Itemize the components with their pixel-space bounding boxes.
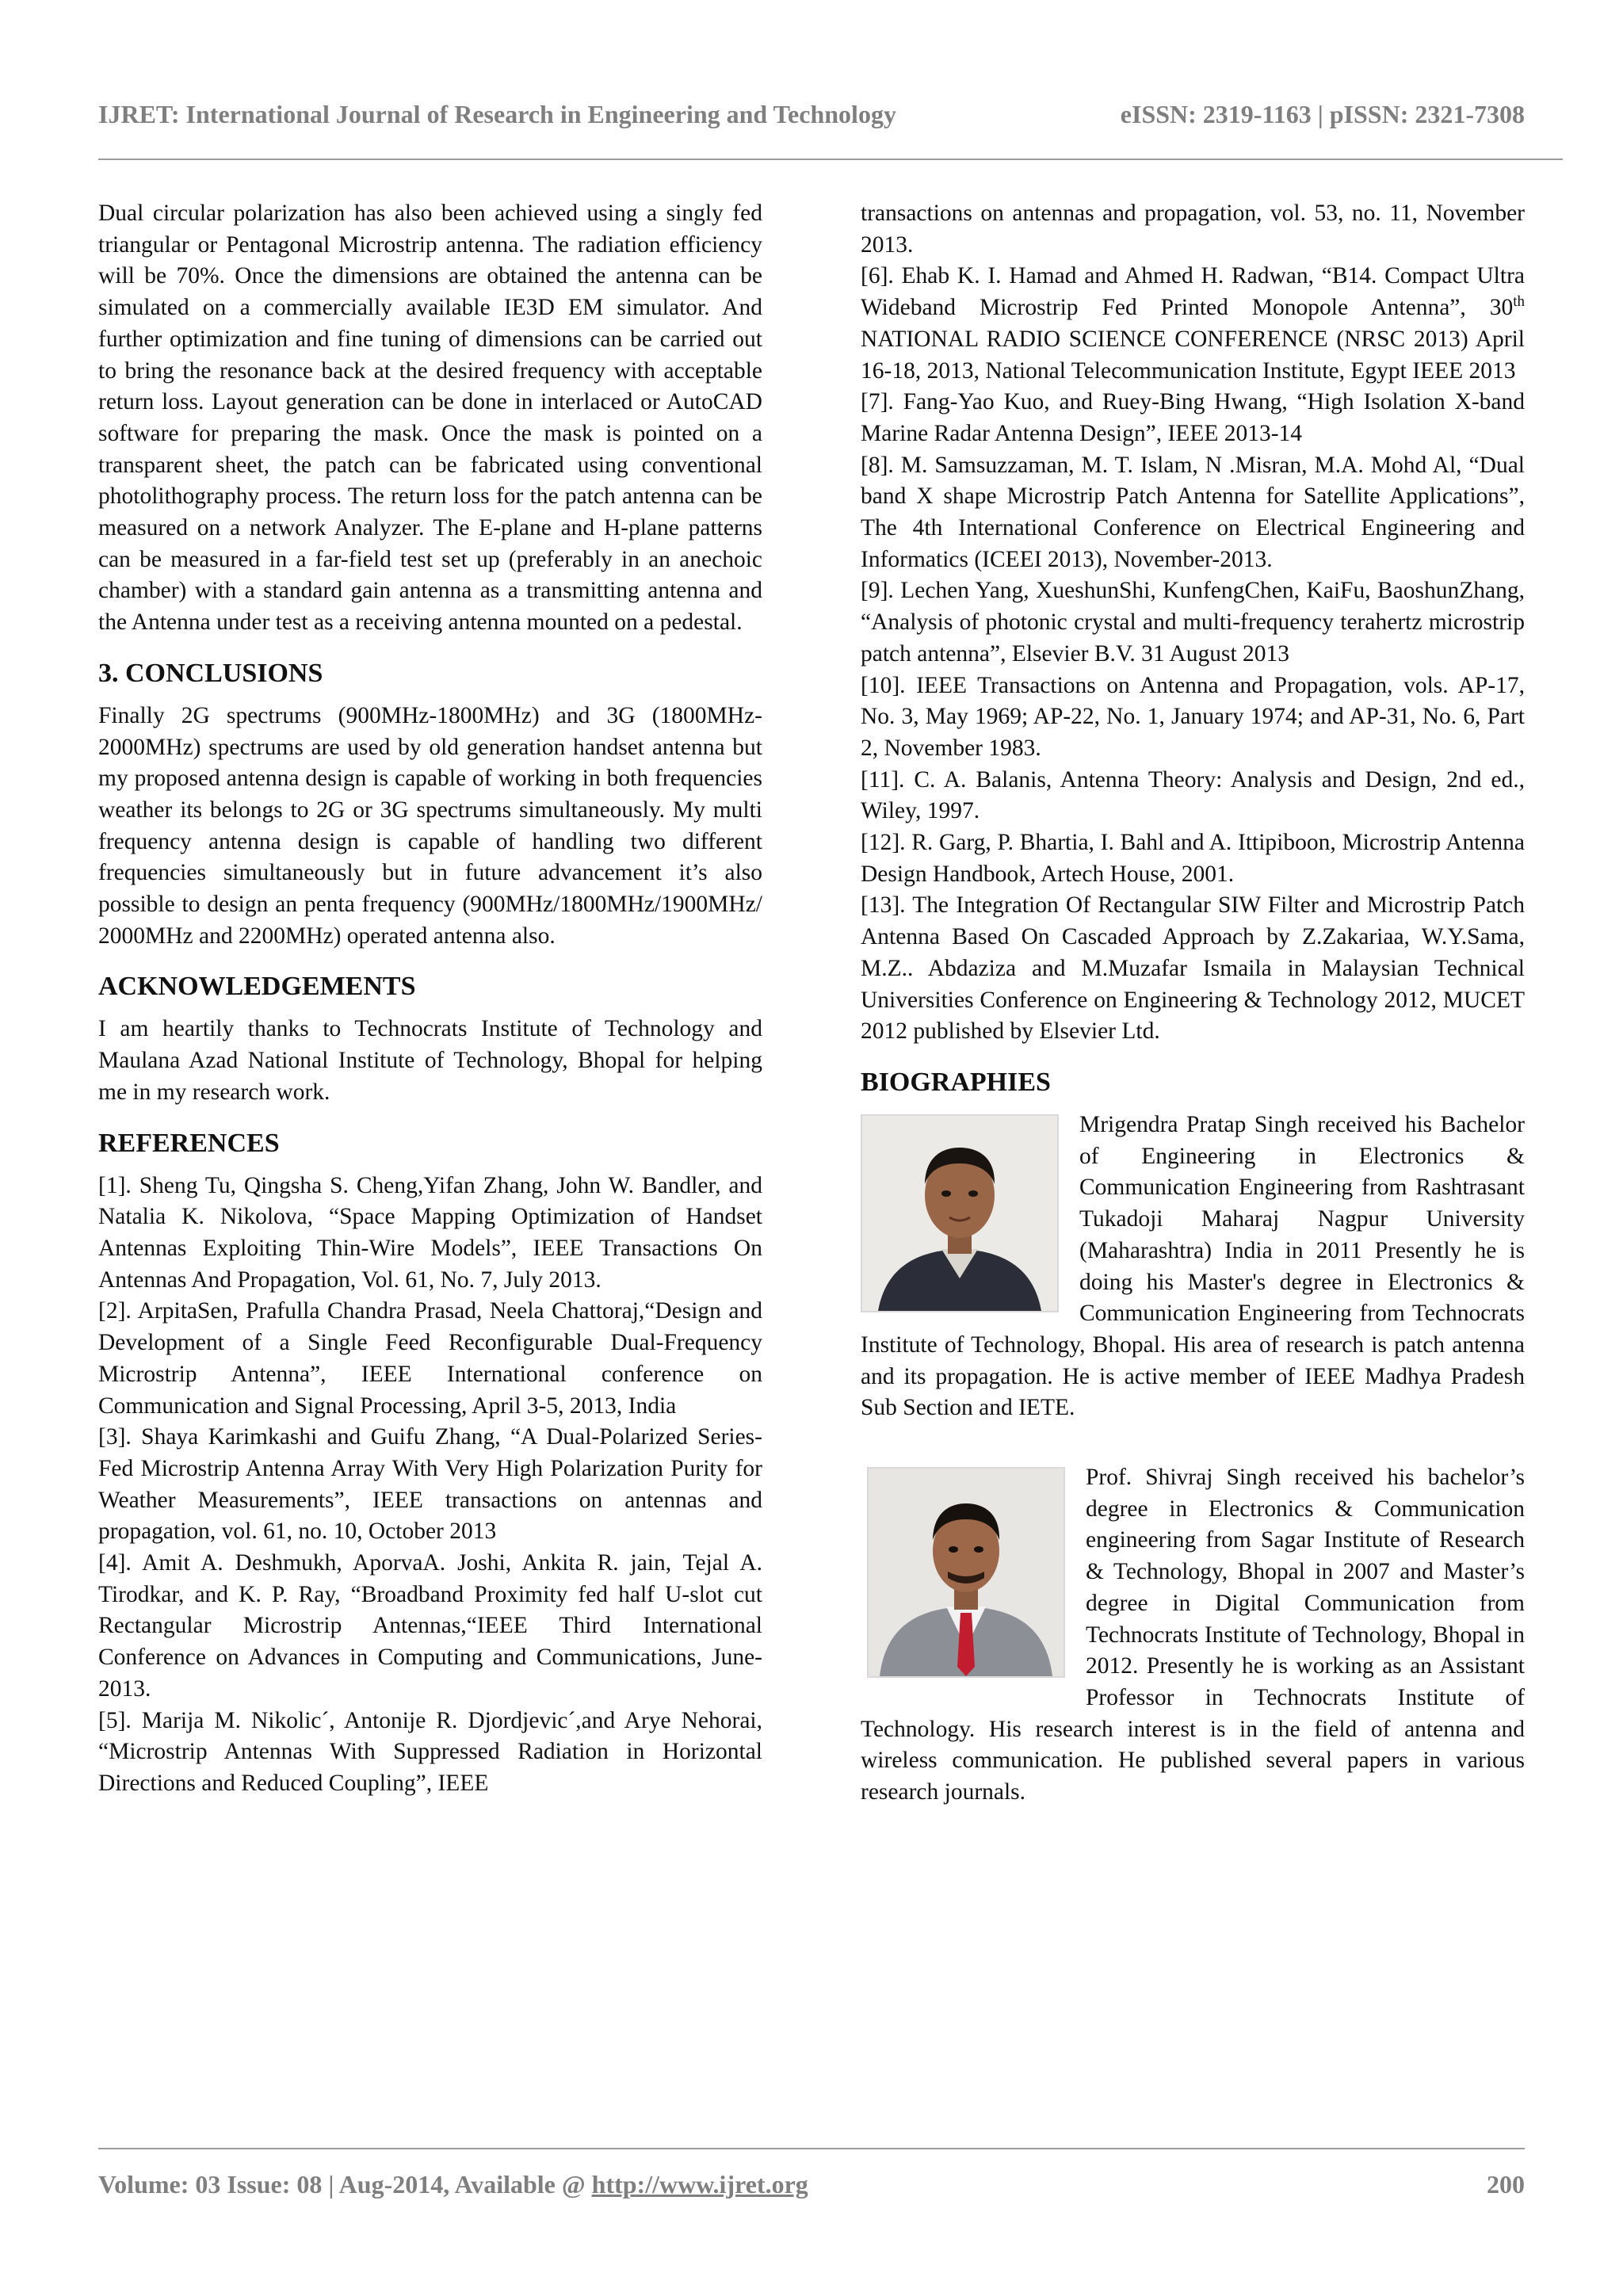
reference-item: [8]. M. Samsuzzaman, M. T. Islam, N .Misran, M.A. Mohd Al, “Dual band X shape Microstrip Patch Antenna for Satellite Applications”, The 4th International Conference on Electrical Engineering and Informatics (ICEEI 2013), November-2013. (861, 452, 1525, 572)
biographies-heading: BIOGRAPHIES (861, 1067, 1051, 1097)
reference-item: [12]. R. Garg, P. Bhartia, I. Bahl and A. Ittipiboon, Microstrip Antenna Design Handbook, Artech House, 2001. (861, 830, 1525, 887)
issn-label: eISSN: 2319-1163 | pISSN: 2321-7308 (1120, 100, 1525, 128)
acknowledgements-paragraph: I am heartily thanks to Technocrats Institute of Technology and Maulana Azad National Institute of Technology, Bhopal for helping me in my research work. (98, 1016, 762, 1105)
left-column (98, 198, 762, 1800)
reference-item: [13]. The Integration Of Rectangular SIW Filter and Microstrip Patch Antenna Based On Cascaded Approach by Z.Zakariaa, W.Y.Sama, M.Z.. Abdaziza and M.Muzafar Ismaila in Malaysian Technical Universities Conference on Engineering & Technology 2012, MUCET 2012 published by Elsevier Ltd. (861, 892, 1525, 1045)
reference-item: [9]. Lechen Yang, XueshunShi, KunfengChen, KaiFu, BaoshunZhang, “Analysis of photonic crystal and multi-frequency terahertz microstrip patch antenna”, Elsevier B.V. 31 August 2013 (861, 578, 1525, 667)
reference-item: [4]. Amit A. Deshmukh, AporvaA. Joshi, Ankita R. jain, Tejal A. Tirodkar, and K. P. Ray, “Broadband Proximity fed half U-slot cut Rectangular Microstrip Antennas,“IEEE Third International Conference on Advances in Computing and Communications, June-2013. (98, 1550, 762, 1702)
references-heading: REFERENCES (98, 1128, 280, 1158)
volume-info (98, 2170, 808, 2199)
header-rule (98, 159, 1563, 160)
reference-item (861, 261, 1525, 387)
ref6-text-rest: NATIONAL RADIO SCIENCE CONFERENCE (NRSC 2013) April 16-18, 2013, National Telecommunication Institute, Egypt IEEE 2013 (861, 326, 1525, 384)
acknowledgements-heading: ACKNOWLEDGEMENTS (98, 972, 416, 1002)
journal-title: IJRET: International Journal of Research in Engineering and Technology (98, 100, 896, 128)
author-photo-2 (867, 1467, 1065, 1678)
page-number: 200 (1487, 2170, 1525, 2199)
reference-item: [7]. Fang-Yao Kuo, and Ruey-Bing Hwang, “High Isolation X-band Marine Radar Antenna Design”, IEEE 2013-14 (861, 389, 1525, 446)
conclusions-paragraph: Finally 2G spectrums (900MHz-1800MHz) and 3G (1800MHz-2000MHz) spectrums are used by old generation handset antenna but my proposed antenna design is capable of working in both frequencies weather its belongs to 2G or 3G spectrums simultaneously. My multi frequency antenna design is capable of handling two different frequencies simultaneously but in future advancement it’s also possible to design an penta frequency (900MHz/1800MHz/1900MHz/ 2000MHz and 2200MHz) operated antenna also. (98, 702, 762, 949)
reference-item: [5]. Marija M. Nikolic´, Antonije R. Djordjevic´,and Arye Nehorai, “Microstrip Antennas With Suppressed Radiation in Horizontal Directions and Reduced Coupling”, IEEE (98, 1707, 762, 1796)
ref6-text: [6]. Ehab K. I. Hamad and Ahmed H. Radwan, “B14. Compact Ultra Wideband Microstrip Fed Printed Monopole Antenna”, 30 (861, 263, 1525, 321)
biography-1 (861, 1110, 1525, 1424)
reference-item: [2]. ArpitaSen, Prafulla Chandra Prasad, Neela Chattoraj,“Design and Development of a Single Feed Reconfigurable Dual-Frequency Microstrip Antenna”, IEEE International conference on Communication and Signal Processing, April 3-5, 2013, India (98, 1298, 762, 1419)
biography-2-text: Prof. Shivraj Singh received his bachelor’s degree in Electronics & Communication engineering from Sagar Institute of Research & Technology, Bhopal in 2007 and Master’s degree in Digital Communication from Technocrats Institute of Technology, Bhopal in 2012. Presently he is working as an Assistant Professor in Technocrats Institute of Technology. His research interest is in the field of antenna and wireless communication. He published several papers in various research journals. (861, 1465, 1525, 1805)
author-photo-1 (861, 1114, 1059, 1312)
reference-item: [3]. Shaya Karimkashi and Guifu Zhang, “A Dual-Polarized Series-Fed Microstrip Antenna Array With Very High Polarization Purity for Weather Measurements”, IEEE transactions on antennas and propagation, vol. 61, no. 10, October 2013 (98, 1424, 762, 1545)
conclusions-heading: 3. CONCLUSIONS (98, 658, 323, 688)
journal-link[interactable]: http://www.ijret.org (591, 2170, 808, 2199)
reference-item-continued: transactions on antennas and propagation, vol. 53, no. 11, November 2013. (861, 201, 1525, 258)
portrait-icon (862, 1116, 1057, 1311)
intro-paragraph: Dual circular polarization has also been achieved using a singly fed triangular or Pentagonal Microstrip antenna. The radiation efficiency will be 70%. Once the dimensions are obtained the antenna can be simulated on a commercially available IE3D EM simulator. And further optimization and fine tuning of dimensions can be carried out to bring the resonance back at the desired frequency with acceptable return loss. Layout generation can be done in interlaced or AutoCAD software for preparing the mask. Once the mask is pointed on a transparent sheet, the patch can be fabricated using conventional photolithography process. The return loss for the patch antenna can be measured on a network Analyzer. The E-plane and H-plane patterns can be measured in a far-field test set up (preferably in an anechoic chamber) with a standard gain antenna as a transmitting antenna and the Antenna under test as a receiving antenna mounted on a pedestal. (98, 201, 762, 636)
footer-rule (98, 2148, 1525, 2149)
reference-item: [11]. C. A. Balanis, Antenna Theory: Analysis and Design, 2nd ed., Wiley, 1997. (861, 766, 1525, 824)
right-column (861, 198, 1525, 1809)
ref6-superscript: th (1513, 293, 1525, 311)
portrait-icon (869, 1469, 1064, 1676)
biography-1-text: Mrigendra Pratap Singh received his Bachelor of Engineering in Electronics & Communication Engineering from Rashtrasant Tukadoji Maharaj Nagpur University (Maharashtra) India in 2011 Presently he is doing his Master's degree in Electronics & Communication Engineering from Technocrats Institute of Technology, Bhopal. His area of research is patch antenna and its propagation. He is active member of IEEE Madhya Pradesh Sub Section and IETE. (861, 1111, 1525, 1421)
volume-text: Volume: 03 Issue: 08 | Aug-2014, Available @ (98, 2170, 592, 2199)
biography-2 (861, 1462, 1525, 1809)
reference-item: [10]. IEEE Transactions on Antenna and Propagation, vols. AP-17, No. 3, May 1969; AP-22, No. 1, January 1974; and AP-31, No. 6, Part 2, November 1983. (861, 672, 1525, 761)
reference-item: [1]. Sheng Tu, Qingsha S. Cheng,Yifan Zhang, John W. Bandler, and Natalia K. Nikolova, “Space Mapping Optimization of Handset Antennas Exploiting Thin-Wire Models”, IEEE Transactions On Antennas And Propagation, Vol. 61, No. 7, July 2013. (98, 1172, 762, 1293)
